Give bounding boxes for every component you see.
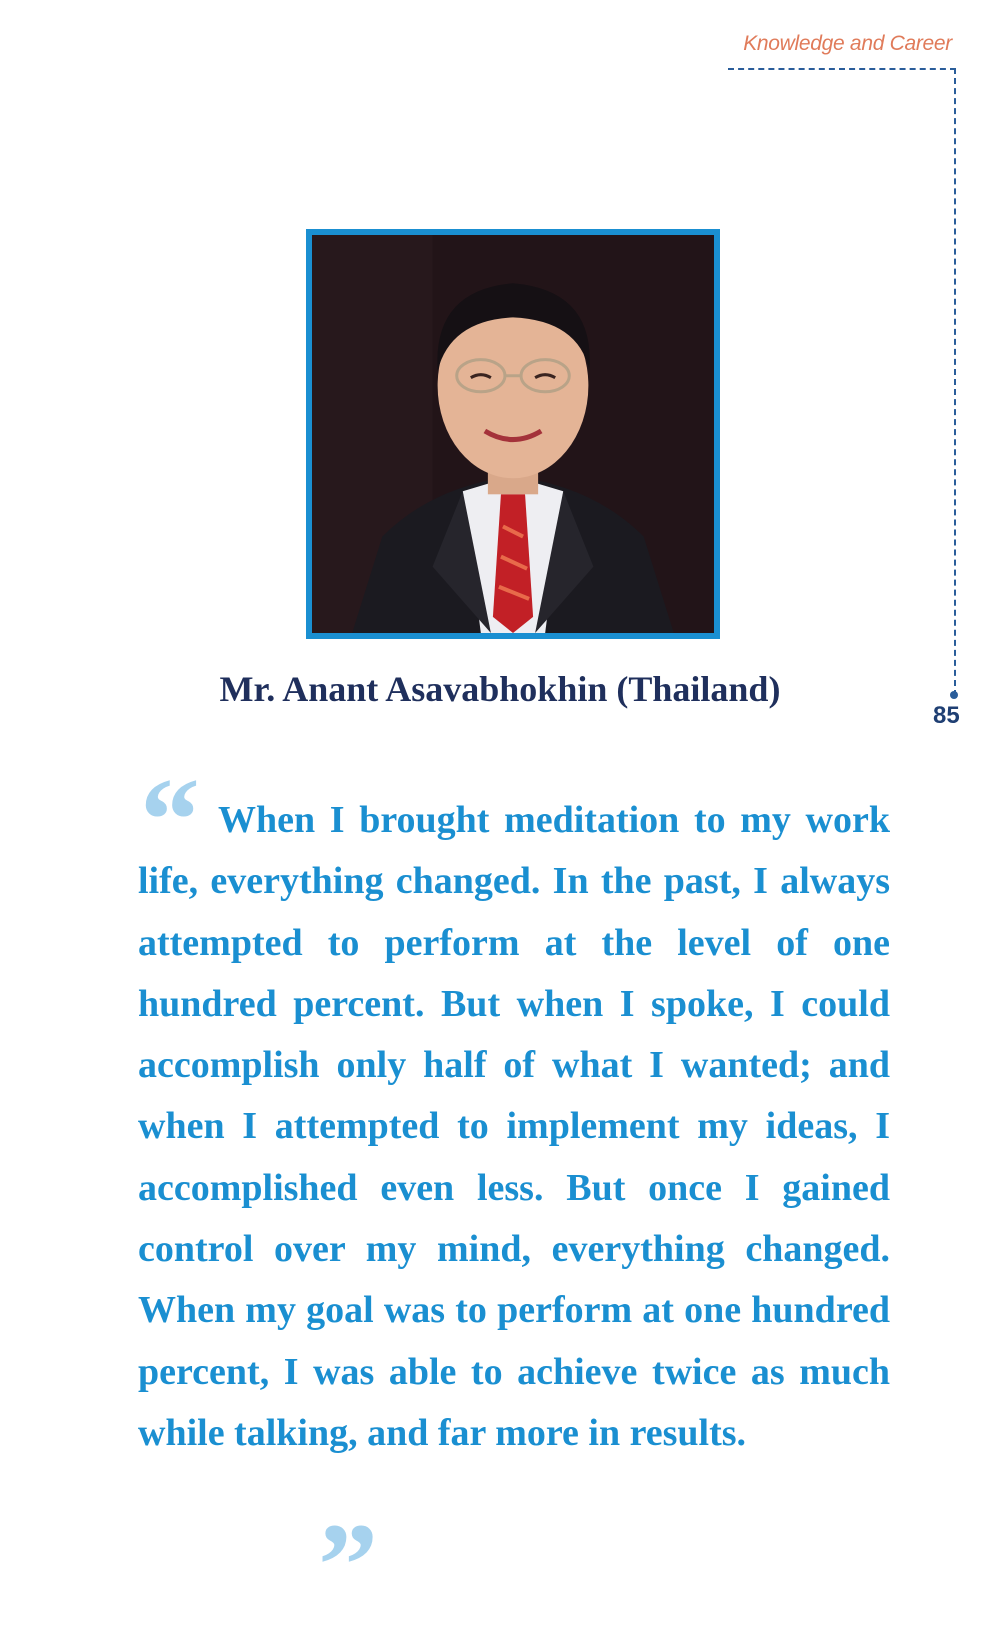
close-quote-mark: ” (318, 1498, 378, 1631)
quote-text: When I brought meditation to my work life, everything changed. In the past, I always attempted to perform at the level of one hundred percent. But when I spoke, I could accomplish only half of what I wanted; and when I attempted to implement my ideas, I accomplished even less. But once I gained control over my mind, everything changed. When my goal was to perform at one hundred percent, I was able to achieve twice as much while talking, and far more in results. (138, 799, 890, 1454)
open-quote-mark: “ (140, 753, 200, 886)
page-number: 85 (933, 702, 960, 729)
quote-body (138, 790, 890, 1464)
section-title: Knowledge and Career (743, 32, 952, 55)
portrait-photo (306, 229, 720, 639)
margin-dashed-rule (954, 68, 956, 696)
portrait-illustration (312, 235, 714, 633)
person-name: Mr. Anant Asavabhokhin (Thailand) (219, 669, 781, 709)
header-dashed-rule (728, 68, 956, 70)
